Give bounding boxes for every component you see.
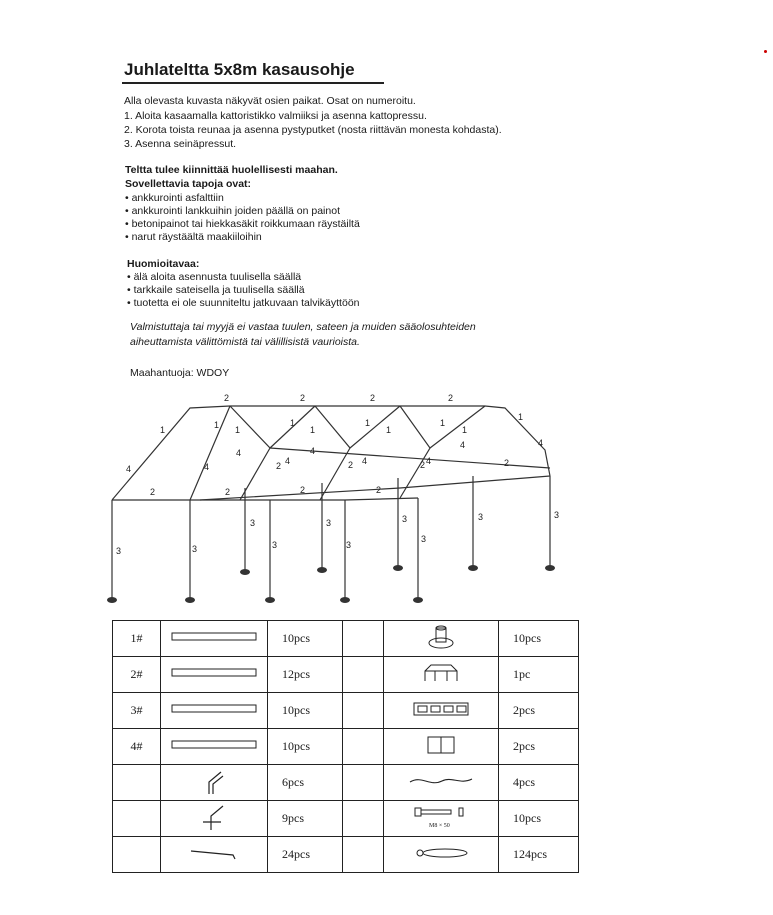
label-4: 4: [460, 440, 466, 450]
empty-cell: [343, 837, 384, 873]
pole-icon: [171, 703, 257, 715]
cross-connector-icon: [199, 802, 229, 832]
foot-plate-icon: [384, 621, 499, 657]
rafter: [430, 406, 485, 448]
parts-row: [113, 729, 579, 765]
bungee-icon: [384, 837, 499, 873]
importer: Maahantuoja: WDOY: [130, 367, 230, 379]
notes-item: • älä aloita asennusta tuulisella säällä: [127, 271, 302, 283]
accessory-quantity: 4pcs: [499, 765, 579, 801]
label-2: 2: [504, 458, 510, 468]
ridge-back: [112, 406, 550, 500]
label-1: 1: [290, 418, 296, 428]
accessory-quantity: 124pcs: [499, 837, 579, 873]
label-1: 1: [365, 418, 371, 428]
title-underline: [122, 82, 384, 84]
label-3: 3: [346, 540, 352, 550]
label-4: 4: [310, 446, 316, 456]
label-3: 3: [478, 512, 484, 522]
intro-step-2: 2. Korota toista reunaa ja asenna pystyputket (nosta riittävän monesta kohdasta).: [124, 124, 502, 136]
part-quantity: 10pcs: [268, 621, 343, 657]
anchor-item: • betonipainot tai hiekkasäkit roikkumaan räystäiltä: [125, 218, 360, 230]
part-quantity: 10pcs: [268, 729, 343, 765]
intro-step-1: 1. Aloita kasaamalla kattoristikko valmiiksi ja asenna kattopressu.: [124, 110, 427, 122]
part-image: [161, 693, 268, 729]
label-2: 2: [300, 393, 306, 403]
part-number: 3#: [113, 693, 161, 729]
label-4: 4: [538, 438, 544, 448]
label-4: 4: [204, 462, 210, 472]
rafter: [190, 406, 230, 500]
end-wall-door-icon: [384, 729, 499, 765]
rafter: [350, 406, 400, 448]
label-3: 3: [402, 514, 408, 524]
label-3: 3: [272, 540, 278, 550]
mid-beam: [200, 476, 550, 500]
part-image: [161, 729, 268, 765]
part-number: [113, 801, 161, 837]
empty-cell: [343, 729, 384, 765]
anchor-heading: Teltta tulee kiinnittää huolellisesti maahan.: [125, 164, 338, 176]
label-2: 2: [300, 485, 306, 495]
label-3: 3: [421, 534, 427, 544]
parts-row: [113, 621, 579, 657]
accessory-quantity: 10pcs: [499, 801, 579, 837]
part-quantity: 9pcs: [268, 801, 343, 837]
label-3: 3: [192, 544, 198, 554]
part-quantity: 10pcs: [268, 693, 343, 729]
parts-row: [113, 801, 579, 837]
part-quantity: 24pcs: [268, 837, 343, 873]
label-3: 3: [250, 518, 256, 528]
part-number: [113, 765, 161, 801]
frame-poles: [112, 406, 550, 598]
part-number: 1#: [113, 621, 161, 657]
stray-mark: [764, 50, 767, 53]
label-1: 1: [310, 425, 316, 435]
label-1: 1: [518, 412, 524, 422]
label-2: 2: [448, 393, 454, 403]
part-number: [113, 837, 161, 873]
label-1: 1: [214, 420, 220, 430]
parts-row: [113, 837, 579, 873]
label-1: 1: [386, 425, 392, 435]
peg-icon: [189, 845, 239, 861]
pole-icon: [171, 667, 257, 679]
foot-plates: [107, 565, 555, 603]
rafter: [400, 406, 430, 498]
label-4: 4: [236, 448, 242, 458]
parts-table: [112, 620, 579, 873]
disclaimer-line: aiheuttamista välittömistä tai välillisistä vaurioista.: [130, 336, 360, 348]
accessory-quantity: 2pcs: [499, 693, 579, 729]
label-2: 2: [276, 461, 282, 471]
notes-item: • tarkkaile sateisella ja tuulisella säällä: [127, 284, 305, 296]
accessory-quantity: 10pcs: [499, 621, 579, 657]
part-image: [161, 801, 268, 837]
notes-item: • tuotetta ei ole suunniteltu jatkuvaan talvikäyttöön: [127, 297, 360, 309]
parts-row: [113, 657, 579, 693]
bolt-icon: [384, 801, 499, 837]
empty-cell: [343, 657, 384, 693]
empty-cell: [343, 765, 384, 801]
elbow-connector-icon: [199, 766, 229, 796]
label-3: 3: [554, 510, 560, 520]
label-1: 1: [462, 425, 468, 435]
label-3: 3: [116, 546, 122, 556]
label-4: 4: [126, 464, 132, 474]
label-2: 2: [224, 393, 230, 403]
label-4: 4: [426, 456, 432, 466]
accessory-quantity: 1pc: [499, 657, 579, 693]
part-number: 2#: [113, 657, 161, 693]
pole-icon: [171, 739, 257, 751]
label-2: 2: [150, 487, 156, 497]
part-quantity: 6pcs: [268, 765, 343, 801]
part-image: [161, 621, 268, 657]
intro-step-3: 3. Asenna seinäpressut.: [124, 138, 237, 150]
eave-front: [112, 498, 418, 500]
label-2: 2: [348, 460, 354, 470]
label-1: 1: [235, 425, 241, 435]
frame-diagram: [100, 388, 570, 610]
side-wall-windows-icon: [384, 693, 499, 729]
part-image: [161, 765, 268, 801]
page-title: Juhlateltta 5x8m kasausohje: [124, 60, 355, 79]
anchor-item: • narut räystäältä maakiiloihin: [125, 231, 262, 243]
anchor-item: • ankkurointi lankkuihin joiden päällä on painot: [125, 205, 340, 217]
label-4: 4: [285, 456, 291, 466]
label-2: 2: [370, 393, 376, 403]
label-2: 2: [225, 487, 231, 497]
notes-heading: Huomioitavaa:: [127, 258, 200, 270]
intro-line: Alla olevasta kuvasta näkyvät osien paikat. Osat on numeroitu.: [124, 95, 416, 107]
anchor-subheading: Sovellettavia tapoja ovat:: [125, 178, 252, 190]
label-4: 4: [362, 456, 368, 466]
part-number: 4#: [113, 729, 161, 765]
label-1: 1: [440, 418, 446, 428]
tent-icon: [384, 657, 499, 693]
empty-cell: [343, 801, 384, 837]
empty-cell: [343, 621, 384, 657]
accessory-quantity: 2pcs: [499, 729, 579, 765]
anchor-item: • ankkurointi asfalttiin: [125, 192, 224, 204]
part-image: [161, 837, 268, 873]
parts-row: [113, 765, 579, 801]
svg-text:M8 × 50: M8 × 50: [429, 822, 450, 829]
pole-icon: [171, 631, 257, 643]
label-2: 2: [376, 485, 382, 495]
part-image: [161, 657, 268, 693]
part-quantity: 12pcs: [268, 657, 343, 693]
label-1: 1: [160, 425, 166, 435]
parts-row: [113, 693, 579, 729]
label-2: 2: [420, 460, 426, 470]
rope-icon: [384, 765, 499, 801]
empty-cell: [343, 693, 384, 729]
label-3: 3: [326, 518, 332, 528]
disclaimer-line: Valmistuttaja tai myyjä ei vastaa tuulen, sateen ja muiden sääolosuhteiden: [130, 321, 476, 333]
